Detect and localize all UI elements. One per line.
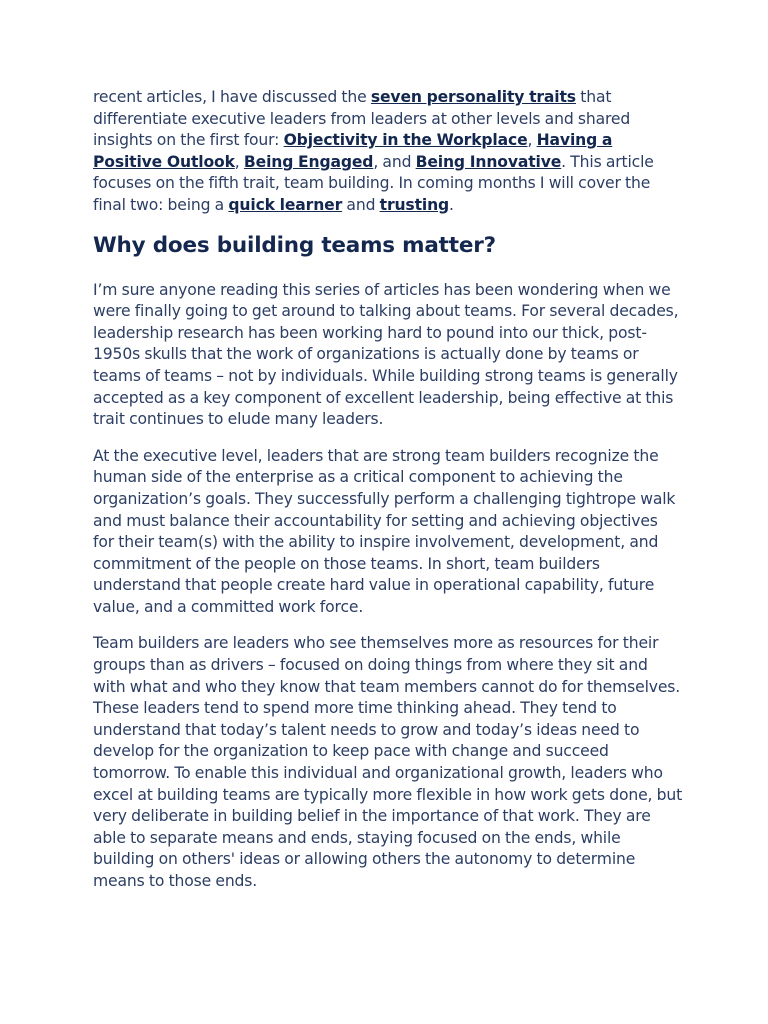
intro-text-1: recent articles, I have discussed the: [93, 88, 371, 106]
intro-text-3: ,: [527, 131, 537, 150]
link-objectivity-in-the-workplace[interactable]: Objectivity in the Workplace: [283, 131, 528, 150]
intro-text-8: .: [449, 195, 454, 214]
paragraph-1: I’m sure anyone reading this series of articles has been wondering when we were finally going to get around to talking about teams. For several decades, leadership research has been working hard to pound into our thick, post-1950s skulls that the work of organizations is actually done by teams or teams of teams – not by individuals. While building strong teams is generally accepted as a key component of excellent leadership, being effective at this trait continues to elude many leaders.: [93, 280, 679, 429]
paragraph-3: Team builders are leaders who see themselves more as resources for their groups than as drivers – focused on doing things from where they sit and with what and who they know that team members cannot do for themselves. These leaders tend to spend more time thinking ahead. They tend to understand that today’s talent needs to grow and today’s ideas need to develop for the organization to keep pace with change and succeed tomorrow. To enable this individual and organizational growth, leaders who excel at building teams are typically more flexible in how work gets done, but very deliberate in building belief in the importance of that work. They are able to separate means and ends, staying focused on the ends, while building on others' ideas or allowing others the autonomy to determine means to those ends.: [93, 634, 683, 890]
intro-text-2: that differentiate executive leaders from leaders at other levels and shared insights on the first four:: [93, 88, 631, 150]
link-trusting[interactable]: trusting: [379, 195, 450, 214]
intro-paragraph: [93, 87, 683, 217]
link-quick-learner[interactable]: quick learner: [228, 195, 343, 214]
link-having-a-positive-outlook[interactable]: Having a Positive Outlook: [93, 131, 613, 171]
paragraph-2: At the executive level, leaders that are strong team builders recognize the human side of the enterprise as a critical component to achieving the organization’s goals. They successfully perform a challenging tightrope walk and must balance their accountability for setting and achieving objectives for their team(s) with the ability to inspire involvement, development, and commitment of the people on those teams. In short, team builders understand that people create hard value in operational capability, future value, and a committed work force.: [93, 446, 676, 616]
intro-text-4: ,: [234, 152, 244, 171]
link-being-engaged[interactable]: Being Engaged: [243, 152, 374, 171]
section-heading: Why does building teams matter?: [93, 232, 496, 258]
article-body: [93, 87, 683, 908]
intro-text-5: , and: [373, 152, 416, 171]
intro-text-7: and: [342, 195, 380, 214]
link-seven-personality-traits[interactable]: seven personality traits: [370, 88, 576, 106]
link-being-innovative[interactable]: Being Innovative: [415, 152, 562, 171]
intro-text-6: . This article focuses on the fifth trait, team building. In coming months I will cover the final two: being a: [93, 152, 654, 214]
